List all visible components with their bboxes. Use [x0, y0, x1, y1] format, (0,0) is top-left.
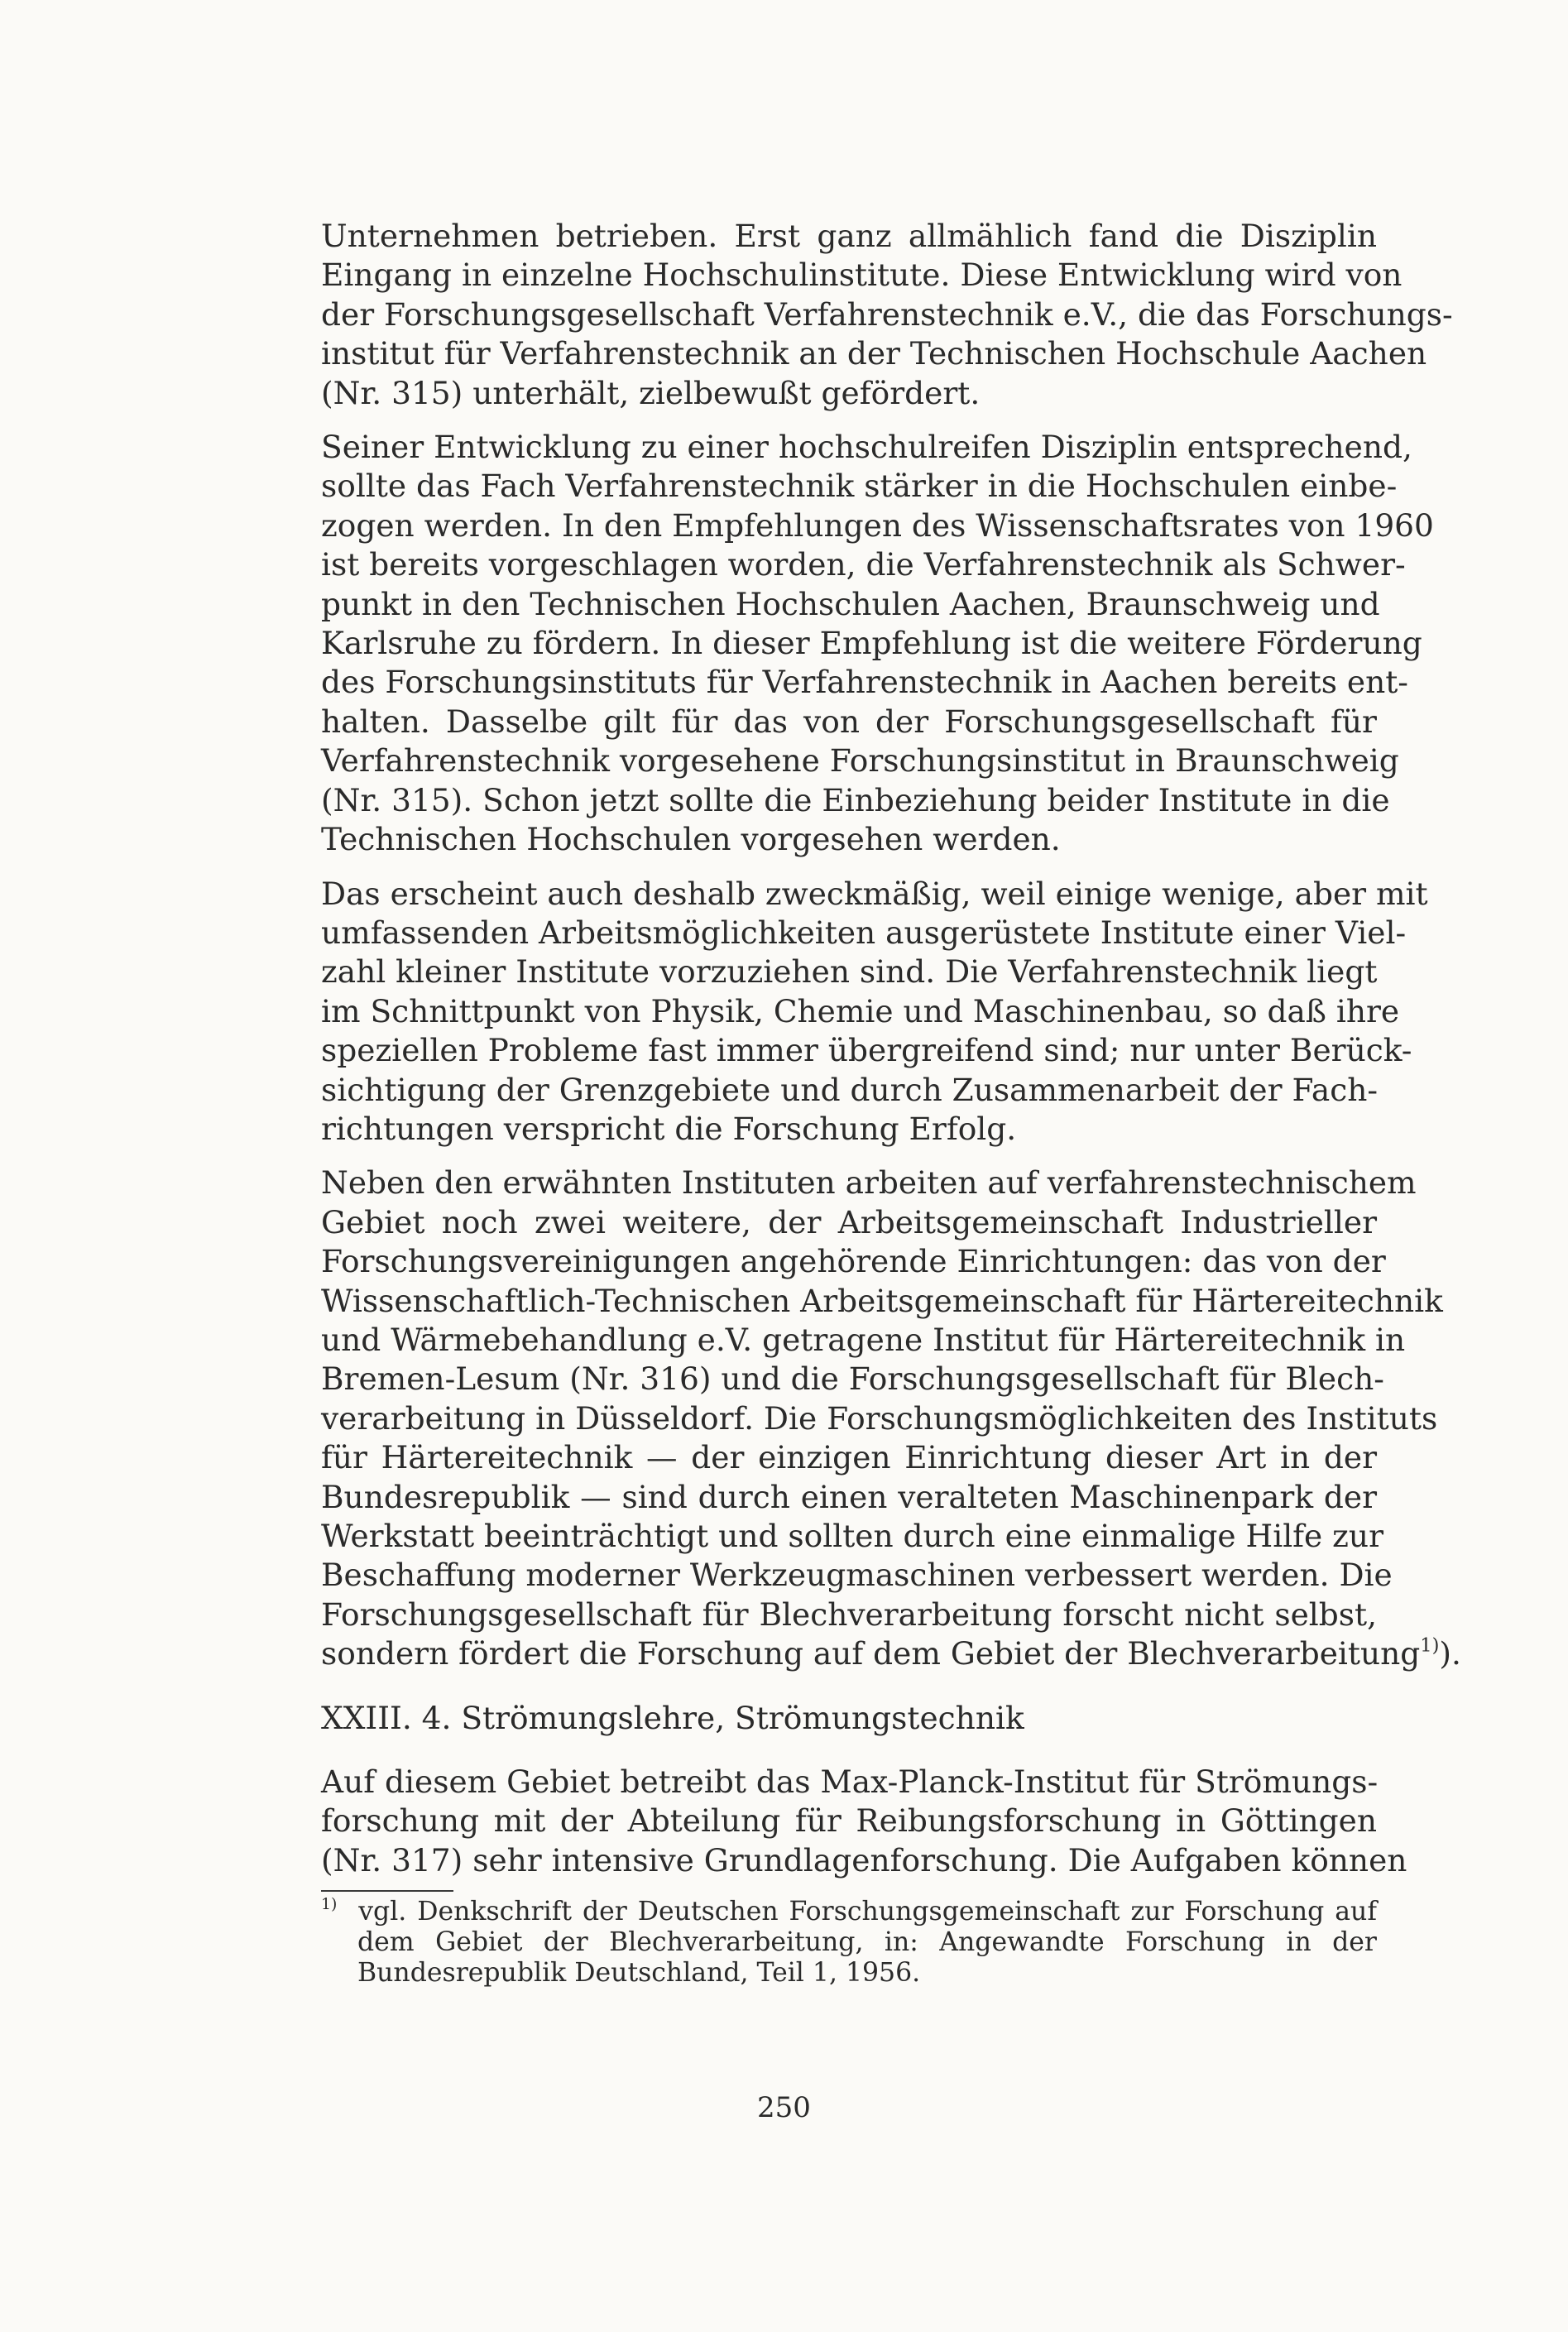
text-line-with-footnote-ref: [321, 1634, 1461, 1673]
text-line: Wissenschaftlich-Technischen Arbeitsgemeinschaft für Härtereitechnik: [321, 1282, 1443, 1319]
paragraph-2: [321, 428, 1434, 859]
text-line: verarbeitung in Düsseldorf. Die Forschungsmöglichkeiten des Instituts: [321, 1399, 1438, 1437]
text-line: Auf diesem Gebiet betreibt das Max-Planck-Institut für Strömungs-: [321, 1763, 1379, 1801]
text-line: Eingang in einzelne Hochschulinstitute. Diese Entwicklung wird von: [321, 257, 1403, 294]
footnote-text: vgl. Denkschrift der Deutschen Forschungsgemeinschaft zur Forschung auf: [358, 1897, 1377, 1927]
text-line: Das erscheint auch deshalb zweckmäßig, weil einige wenige, aber mit: [321, 875, 1428, 912]
page-number: 250: [757, 2091, 811, 2124]
footnote-marker: [321, 1895, 337, 1913]
text-line: ist bereits vorgeschlagen worden, die Verfahrenstechnik als Schwer-: [321, 546, 1406, 583]
footnote-reference-number: 1: [1420, 1634, 1432, 1657]
text-line: (Nr. 315) unterhält, zielbewußt gefördert.: [321, 374, 981, 411]
text-line: punkt in den Technischen Hochschulen Aachen, Braunschweig und: [321, 585, 1380, 622]
text-line: Bremen-Lesum (Nr. 316) und die Forschungsgesellschaft für Blech-: [321, 1360, 1384, 1398]
footnote-marker-number: 1: [321, 1895, 332, 1914]
footnote-reference-paren: ): [1431, 1634, 1440, 1657]
text-line: Gebiet noch zwei weitere, der Arbeitsgemeinschaft Industrieller: [321, 1203, 1377, 1240]
text-line: und Wärmebehandlung e.V. getragene Institut für Härtereitechnik in: [321, 1321, 1406, 1358]
text-line: sollte das Fach Verfahrenstechnik stärker in die Hochschulen einbe-: [321, 468, 1398, 505]
page-body: [321, 217, 1461, 1989]
text-line: halten. Dasselbe gilt für das von der Forschungsgesellschaft für: [321, 703, 1377, 740]
text-fragment: ).: [1439, 1635, 1461, 1672]
text-line: institut für Verfahrenstechnik an der Technischen Hochschule Aachen: [321, 335, 1427, 372]
text-line: sichtigung der Grenzgebiete und durch Zusammenarbeit der Fach-: [321, 1071, 1379, 1108]
text-line: richtungen verspricht die Forschung Erfolg.: [321, 1110, 1017, 1147]
text-line: Werkstatt beeinträchtigt und sollten durch eine einmalige Hilfe zur: [321, 1518, 1384, 1554]
paragraph-1: [321, 217, 1453, 413]
text-line: Forschungsgesellschaft für Blechverarbeitung forscht nicht selbst,: [321, 1595, 1377, 1633]
paragraph-3: [321, 875, 1428, 1149]
text-line: zahl kleiner Institute vorzuziehen sind. Die Verfahrenstechnik liegt: [321, 953, 1378, 991]
footnote-reference: [1420, 1634, 1439, 1656]
text-line: Karlsruhe zu fördern. In dieser Empfehlung ist die weitere Förderung: [321, 625, 1422, 662]
footnote-line: dem Gebiet der Blechverarbeitung, in: Angewandte Forschung in der: [357, 1927, 1377, 1958]
text-line: zogen werden. In den Empfehlungen des Wissenschaftsrates von 1960: [321, 506, 1434, 544]
text-line: forschung mit der Abteilung für Reibungsforschung in Göttingen: [321, 1802, 1377, 1840]
text-line: umfassenden Arbeitsmöglichkeiten ausgerüstete Institute einer Viel-: [321, 914, 1407, 951]
text-line: Technischen Hochschulen vorgesehen werden.: [321, 821, 1061, 858]
text-line: im Schnittpunkt von Physik, Chemie und Maschinenbau, so daß ihre: [321, 992, 1400, 1029]
text-line: für Härtereitechnik — der einzigen Einrichtung dieser Art in der: [321, 1439, 1377, 1476]
paragraph-5: [321, 1763, 1407, 1880]
text-line: Neben den erwähnten Instituten arbeiten auf verfahrenstechnischem: [321, 1164, 1417, 1202]
text-line: speziellen Probleme fast immer übergreifend sind; nur unter Berück-: [321, 1032, 1412, 1069]
text-line: der Forschungsgesellschaft Verfahrenstechnik e.V., die das Forschungs-: [321, 295, 1453, 333]
footnote-line: [321, 1897, 1377, 1927]
text-line: (Nr. 317) sehr intensive Grundlagenforschung. Die Aufgaben können: [321, 1841, 1407, 1879]
text-line: des Forschungsinstituts für Verfahrenstechnik in Aachen bereits ent-: [321, 664, 1408, 701]
footnote-marker-paren: ): [331, 1895, 338, 1914]
footnote-divider: [321, 1890, 453, 1892]
text-line: Bundesrepublik — sind durch einen veralteten Maschinenpark der: [321, 1478, 1377, 1515]
text-fragment: sondern fördert die Forschung auf dem Gebiet der Blechverarbeitung: [321, 1635, 1421, 1672]
text-line: Unternehmen betrieben. Erst ganz allmählich fand die Disziplin: [321, 218, 1377, 254]
section-heading: XXIII. 4. Strömungslehre, Strömungstechnik: [321, 1699, 1024, 1736]
text-line: Beschaffung moderner Werkzeugmaschinen verbessert werden. Die: [321, 1557, 1393, 1594]
footnote: [321, 1897, 1377, 1989]
text-line: Forschungsvereinigungen angehörende Einrichtungen: das von der: [321, 1243, 1386, 1280]
text-line: Seiner Entwicklung zu einer hochschulreifen Disziplin entsprechend,: [321, 429, 1412, 466]
text-line: Verfahrenstechnik vorgesehene Forschungsinstitut in Braunschweig: [321, 742, 1399, 780]
footnote-line: Bundesrepublik Deutschland, Teil 1, 1956.: [357, 1958, 921, 1989]
text-line: (Nr. 315). Schon jetzt sollte die Einbeziehung beider Institute in die: [321, 781, 1390, 818]
paragraph-4: [321, 1164, 1461, 1673]
